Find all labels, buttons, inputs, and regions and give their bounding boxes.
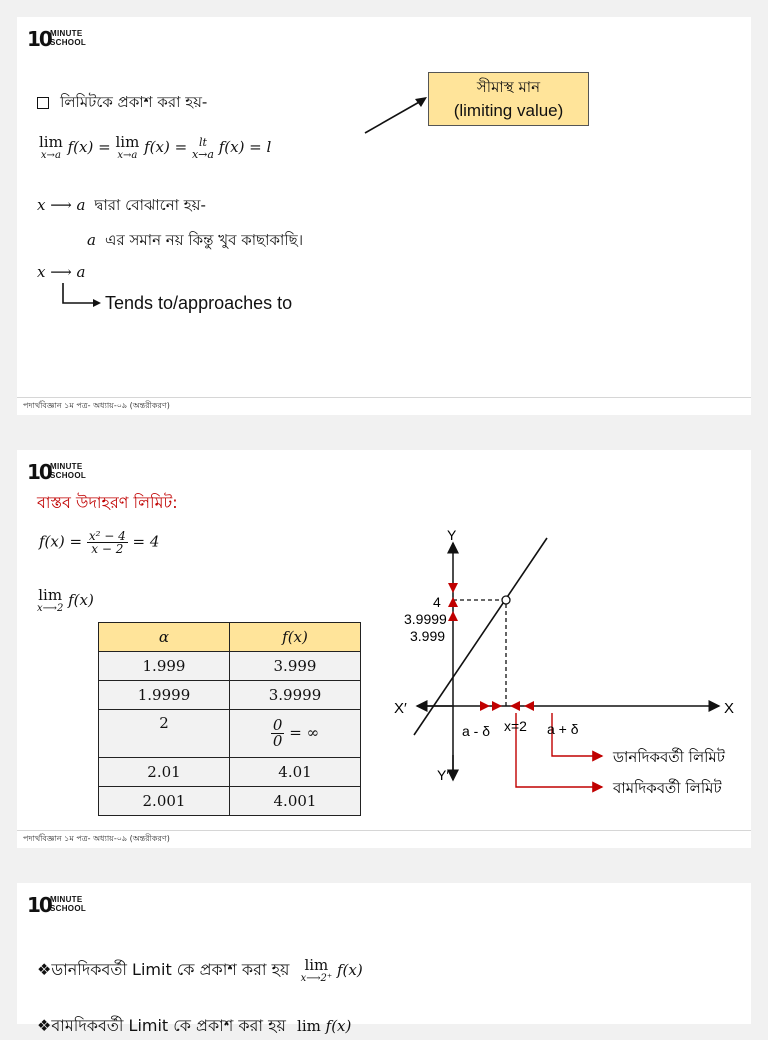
y-label: Y xyxy=(447,527,457,543)
table-cell: 2.01 xyxy=(99,758,230,787)
table-cell: $\frac{0}{0}$ = ∞ xyxy=(230,710,361,758)
table-cell: 3.9999 xyxy=(230,681,361,710)
footer-text: পদার্থবিজ্ঞান ১ম পত্র- অধ্যায়-০৯ (অন্তরীকরণ) xyxy=(23,834,170,843)
example-heading: বাস্তব উদাহরণ লিমিট: xyxy=(37,493,178,512)
table-header: f(x) xyxy=(230,623,361,652)
table-row xyxy=(99,681,361,710)
red-arrow-left xyxy=(510,701,520,711)
table-row xyxy=(99,710,361,758)
x-label: X xyxy=(724,700,735,717)
tends-to-text: Tends to/approaches to xyxy=(105,293,293,313)
limit-equation: lim x→a f(x) = lim x→a f(x) = lt x→a f(x) = l xyxy=(39,133,272,161)
x-neg-label: X′ xyxy=(394,700,407,717)
limit-graph xyxy=(392,525,742,805)
table-header-row xyxy=(99,623,361,652)
a-plus-delta-label: a + δ xyxy=(547,721,579,737)
footer-text: পদার্থবিজ্ঞান ১ম পত্র- অধ্যায়-০৯ (অন্তরীকরণ) xyxy=(23,401,170,410)
red-arrow-right xyxy=(492,701,502,711)
table-cell: 2.001 xyxy=(99,787,230,816)
table-row xyxy=(99,758,361,787)
slide-2: 10 MINUTE SCHOOL বাস্তব উদাহরণ লিমিট: f(x) = $\frac{\text{x² − 4}}{x - 2}$ = 4 lim x⟶2 f(x) α f(x) 1.999 3.999 1.9999 3.9999 2 $\frac{0}{0}$ = ∞ 2.01 4.01 2.001 4.001 Y Y′ X X′ 4 3.9999 3.999 a - δ x=2 a + δ ডানদিকবর্তী লিমিট বামদিকবর্তী লিমিট পদার্থবিজ্ঞান ১ম পত্র- অধ্যায়-০৯ (অন্তরীকরণ) xyxy=(17,450,751,848)
right-limit-label: ডানদিকবর্তী লিমিট xyxy=(613,748,725,766)
limiting-value-callout: সীমাস্থ মান (limiting value) xyxy=(428,72,589,126)
table-row xyxy=(99,652,361,681)
table-cell: 3.999 xyxy=(230,652,361,681)
limit-expression: lim x⟶2 f(x) xyxy=(37,586,94,614)
left-limit-label: বামদিকবর্তী লিমিট xyxy=(613,779,722,797)
x-tends-a-line: x ⟶ a দ্বারা বোঝানো হয়- xyxy=(37,196,206,214)
meaning-line: a এর সমান নয় কিন্তু খুব কাছাকাছি। xyxy=(87,231,304,249)
tick-label-3-999: 3.999 xyxy=(410,628,446,644)
table-cell: 4.001 xyxy=(230,787,361,816)
square-bullet-icon xyxy=(37,97,49,109)
slide-1: 10 MINUTE SCHOOL লিমিটকে প্রকাশ করা হয়- lim x→a f(x) = lim x→a f(x) = lt x→a f(x) = l সীমাস্থ মান (limiting value) x ⟶ a দ্বারা বোঝানো হয়- a এর সমান নয় কিন্তু খুব কাছাকাছি। x ⟶ a Tends to/approaches to পদার্থবিজ্ঞান ১ম পত্র- অধ্যায়-০৯ (অন্তরীকরণ) xyxy=(17,17,751,415)
table-cell: 4.01 xyxy=(230,758,361,787)
tick-label-4: 4 xyxy=(433,594,441,610)
y-neg-label: Y′ xyxy=(437,767,449,783)
table-cell: 1.9999 xyxy=(99,681,230,710)
red-arrow-down xyxy=(448,597,458,607)
slide-3: 10 MINUTE SCHOOL ❖ডানদিকবর্তী Limit কে প্রকাশ করা হয় lim x⟶2⁺ f(x) ❖বামদিকবর্তী Limit কে প্রকাশ করা হয় lim f(x) xyxy=(17,883,751,1024)
x-equals-2-label: x=2 xyxy=(504,718,527,734)
table-row xyxy=(99,787,361,816)
function-equation: f(x) = $\frac{\text{x² − 4}}{x - 2}$ = 4 xyxy=(39,529,160,556)
table-cell: 1.999 xyxy=(99,652,230,681)
table-cell: 2 xyxy=(99,710,230,758)
tends-to-bracket-arrow xyxy=(59,283,107,311)
left-limit-expression-line: ❖বামদিকবর্তী Limit কে প্রকাশ করা হয় lim f(x) xyxy=(37,1016,352,1035)
red-arrow-up xyxy=(448,611,458,621)
a-minus-delta-label: a - δ xyxy=(462,723,491,739)
tick-label-3-9999: 3.9999 xyxy=(404,611,447,627)
bullet-text: লিমিটকে প্রকাশ করা হয়- xyxy=(60,93,208,111)
hole-point xyxy=(502,596,510,604)
red-arrow-right xyxy=(480,701,490,711)
callout-arrow xyxy=(357,87,437,137)
right-limit-expression-line: ❖ডানদিকবর্তী Limit কে প্রকাশ করা হয় lim x⟶2⁺ f(x) xyxy=(37,956,363,984)
x-tends-a-expression: x ⟶ a xyxy=(37,263,86,281)
red-arrow-left xyxy=(524,701,534,711)
values-table xyxy=(98,622,361,816)
table-header: α xyxy=(99,623,230,652)
bullet-line xyxy=(37,91,207,116)
red-arrow-down xyxy=(448,583,458,593)
